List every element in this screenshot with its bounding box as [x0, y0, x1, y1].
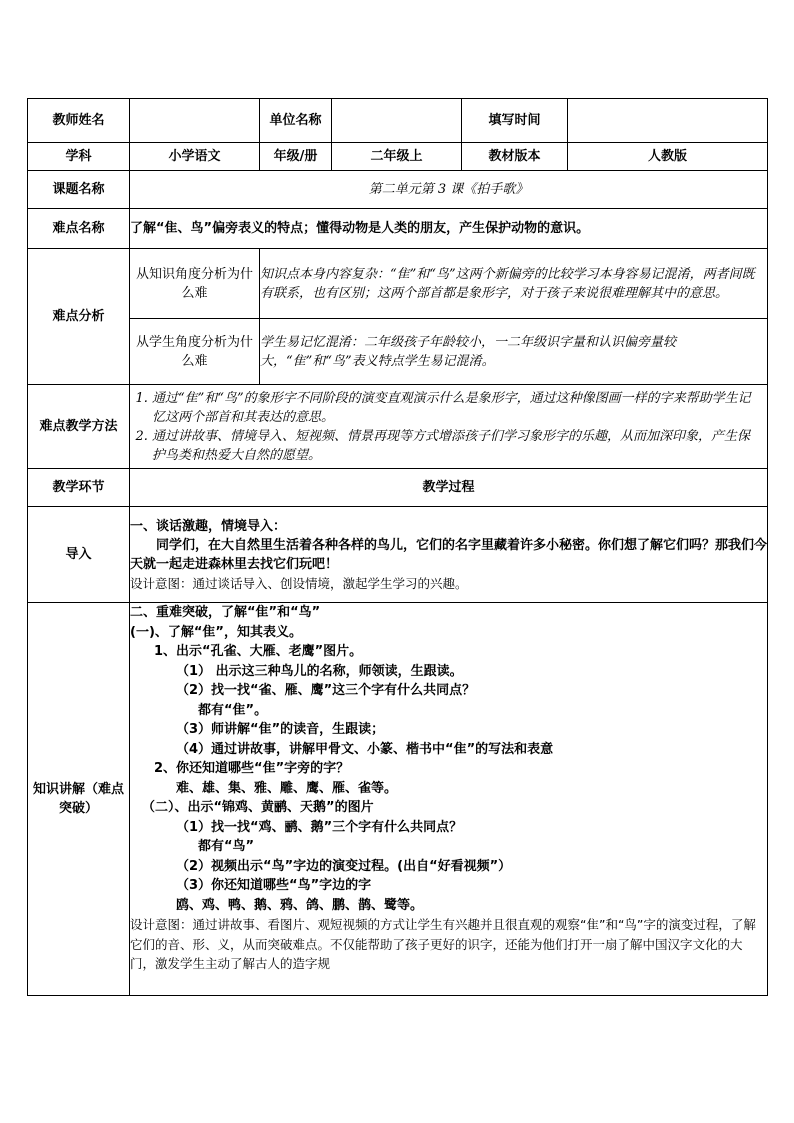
knowledge-label: 知识讲解（难点突破） — [28, 603, 130, 996]
method-item: 2. 通过讲故事、情境导入、短视频、情景再现等方式增添孩子们学习象形字的乐趣，从而加深印象，产生保护鸟类和热爱大自然的愿望。 — [152, 427, 761, 465]
method-row — [28, 385, 768, 469]
lesson-design-table — [27, 98, 768, 996]
method-label: 难点教学方法 — [28, 385, 130, 469]
unit-value — [332, 99, 462, 143]
topic-value: 第二单元第 3 课《拍手歌》 — [130, 171, 768, 209]
difficulty-row — [28, 209, 768, 249]
edition-value: 人教版 — [568, 143, 768, 171]
process-line: 2、你还知道哪些“隹”字旁的字？ — [154, 761, 350, 776]
knowledge-row — [28, 603, 768, 996]
analysis-label: 难点分析 — [28, 249, 130, 385]
knowledge-cell — [130, 603, 768, 996]
analysis-row-student — [28, 319, 768, 385]
process-line: （3）你还知道哪些“鸟”字边的字 — [176, 878, 372, 893]
stage-header: 教学环节 — [28, 469, 130, 507]
intro-text: 同学们，在大自然里生活着各种各样的鸟儿，它们的名字里藏着许多小秘密。你们想了解它们吗？那我们今天就一起走进森林里去找它们玩吧！ — [130, 537, 768, 572]
intro-title: 一、谈话激趣，情境导入： — [130, 518, 287, 534]
teacher-label: 教师姓名 — [28, 99, 130, 143]
process-header-row — [28, 469, 768, 507]
subject-label: 学科 — [28, 143, 130, 171]
process-line: （二）、出示“锦鸡、黄鹂、天鹅”的图片 — [142, 800, 374, 815]
knowledge-angle-text: 知识点本身内容复杂：“隹”和“鸟”这两个新偏旁的比较学习本身容易记混淆，两者间既有联系，也有区别；这两个部首都是象形字，对于孩子来说很难理解其中的意思。 — [260, 249, 768, 319]
intro-design: 设计意图：通过谈话导入、创设情境，激起学生学习的兴趣。 — [130, 575, 468, 591]
topic-row — [28, 171, 768, 209]
header-row-2 — [28, 143, 768, 171]
process-line: 鸥、鸡、鸭、鹅、鸦、鸽、鹏、鹊、鹭等。 — [176, 897, 424, 913]
process-line: （1） 出示这三种鸟儿的名称，师领读，生跟读。 — [176, 663, 463, 679]
process-line: （3）师讲解“隹”的读音，生跟读； — [176, 722, 385, 737]
process-header: 教学过程 — [130, 469, 768, 507]
process-line: 难、雄、集、雅、雕、鹰、雁、雀等。 — [176, 780, 398, 796]
process-line: 1、出示“孔雀、大雁、老鹰”图片。 — [154, 644, 363, 659]
difficulty-label: 难点名称 — [28, 209, 130, 249]
student-angle-label: 从学生角度分析为什么难 — [130, 319, 260, 385]
process-line: (一)、了解“隹”，知其表义。 — [130, 624, 302, 640]
process-line: （4）通过讲故事，讲解甲骨文、小篆、楷书中“隹”的写法和表意 — [176, 741, 554, 757]
topic-label: 课题名称 — [28, 171, 130, 209]
knowledge-angle-label: 从知识角度分析为什么难 — [130, 249, 260, 319]
grade-label: 年级/册 — [260, 143, 332, 171]
header-row-1 — [28, 99, 768, 143]
method-item: 1. 通过“隹”和“鸟”的象形字不同阶段的演变直观演示什么是象形字，通过这种像图画一样的字来帮助学生记忆这两个部首和其表达的意思。 — [152, 389, 761, 427]
process-line: 都有“鸟” — [198, 839, 255, 854]
grade-value: 二年级上 — [332, 143, 462, 171]
date-label: 填写时间 — [462, 99, 568, 143]
date-value — [568, 99, 768, 143]
method-list — [130, 387, 767, 467]
process-line: 都有“隹”。 — [198, 702, 268, 718]
student-angle-text: 学生易记忆混淆：二年级孩子年龄较小，一二年级识字量和认识偏旁量较大，“隹”和“鸟”表义特点学生易记混淆。 — [260, 319, 768, 385]
teacher-value — [130, 99, 260, 143]
process-line: （2）找一找“雀、雁、鹰”这三个字有什么共同点？ — [176, 683, 476, 698]
unit-label: 单位名称 — [260, 99, 332, 143]
analysis-row-knowledge — [28, 249, 768, 319]
subject-value: 小学语文 — [130, 143, 260, 171]
intro-label: 导入 — [28, 507, 130, 603]
process-line: （1）找一找“鸡、鹂、鹅”三个字有什么共同点？ — [176, 819, 463, 835]
method-cell — [130, 385, 768, 469]
knowledge-design: 设计意图：通过讲故事、看图片、观短视频的方式让学生有兴趣并且很直观的观察“隹”和“鸟”字的演变过程，了解它们的音、形、义，从而突破难点。不仅能帮助了孩子更好的识字，还能为他们打开一扇了解中国汉字文化的大门，激发学生主动了解古人的造字规 — [130, 917, 756, 971]
difficulty-value: 了解“隹、鸟”偏旁表义的特点；懂得动物是人类的朋友，产生保护动物的意识。 — [130, 209, 768, 249]
process-line: 二、重难突破，了解“隹”和“鸟” — [130, 605, 321, 620]
edition-label: 教材版本 — [462, 143, 568, 171]
process-line: （2）视频出示“鸟”字边的演变过程。(出自“好看视频”） — [176, 858, 512, 874]
intro-cell — [130, 507, 768, 603]
intro-row — [28, 507, 768, 603]
